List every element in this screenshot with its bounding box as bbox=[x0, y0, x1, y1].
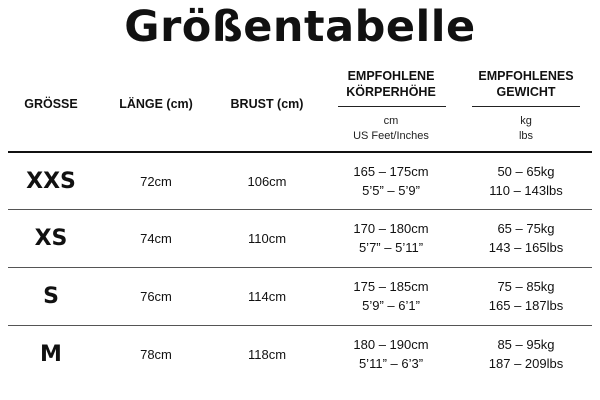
length-value: 78cm bbox=[140, 346, 172, 362]
header-height-line2: KÖRPERHÖHE bbox=[346, 85, 436, 99]
table-row bbox=[0, 268, 600, 324]
header-height-units bbox=[330, 114, 452, 144]
header-weight-unit-lbs: lbs bbox=[518, 130, 534, 142]
table-row bbox=[0, 210, 600, 266]
height-value bbox=[330, 153, 452, 209]
length-value: 74cm bbox=[140, 230, 172, 246]
weight-kg: 65 – 75kg bbox=[497, 221, 555, 236]
header-length: LÄNGE (cm) bbox=[119, 97, 193, 111]
header-height-unit-ft: US Feet/Inches bbox=[353, 130, 429, 142]
height-cm: 165 – 175cm bbox=[353, 164, 429, 179]
chest-value: 110cm bbox=[247, 230, 287, 246]
height-ft: 5’7” – 5’11” bbox=[358, 240, 424, 255]
height-cm: 180 – 190cm bbox=[353, 337, 429, 352]
table-row bbox=[0, 153, 600, 209]
weight-value bbox=[465, 268, 587, 324]
weight-lbs: 110 – 143lbs bbox=[489, 183, 563, 198]
chest-value: 118cm bbox=[247, 346, 287, 362]
height-cm: 170 – 180cm bbox=[353, 221, 429, 236]
size-label: S bbox=[43, 283, 59, 309]
height-ft: 5’9” – 6’1” bbox=[362, 298, 420, 313]
chest-value: 106cm bbox=[247, 173, 287, 189]
header-height-underline bbox=[338, 106, 446, 107]
length-value: 72cm bbox=[140, 173, 172, 189]
weight-lbs: 187 – 209lbs bbox=[488, 356, 564, 371]
header-weight-line1: EMPFOHLENES bbox=[478, 69, 574, 83]
weight-kg: 75 – 85kg bbox=[497, 279, 555, 294]
height-cm: 175 – 185cm bbox=[353, 279, 429, 294]
weight-kg: 50 – 65kg bbox=[497, 164, 555, 179]
size-label: XS bbox=[34, 225, 68, 251]
header-chest: BRUST (cm) bbox=[230, 97, 304, 111]
weight-value bbox=[465, 153, 587, 209]
header-height bbox=[330, 68, 452, 100]
weight-lbs: 143 – 165lbs bbox=[488, 240, 564, 255]
header-weight bbox=[465, 68, 587, 100]
header-weight-underline bbox=[472, 106, 580, 107]
size-label: XXS bbox=[26, 168, 76, 194]
header-size: GRÖSSE bbox=[24, 97, 78, 111]
height-value bbox=[330, 210, 452, 266]
header-height-unit-cm: cm bbox=[383, 115, 399, 127]
table-row bbox=[0, 326, 600, 382]
header-weight-unit-kg: kg bbox=[520, 115, 532, 127]
header-weight-units bbox=[465, 114, 587, 144]
header-height-line1: EMPFOHLENE bbox=[347, 69, 435, 83]
weight-lbs: 165 – 187lbs bbox=[488, 298, 564, 313]
weight-kg: 85 – 95kg bbox=[497, 337, 555, 352]
page-title: Größentabelle bbox=[124, 2, 476, 52]
length-value: 76cm bbox=[140, 288, 172, 304]
height-value bbox=[330, 268, 452, 324]
height-ft: 5’5” – 5’9” bbox=[362, 183, 420, 198]
height-ft: 5’11” – 6’3” bbox=[358, 356, 424, 371]
weight-value bbox=[465, 326, 587, 382]
chest-value: 114cm bbox=[247, 288, 287, 304]
height-value bbox=[330, 326, 452, 382]
weight-value bbox=[465, 210, 587, 266]
size-label: M bbox=[40, 341, 62, 367]
header-weight-line2: GEWICHT bbox=[496, 85, 556, 99]
